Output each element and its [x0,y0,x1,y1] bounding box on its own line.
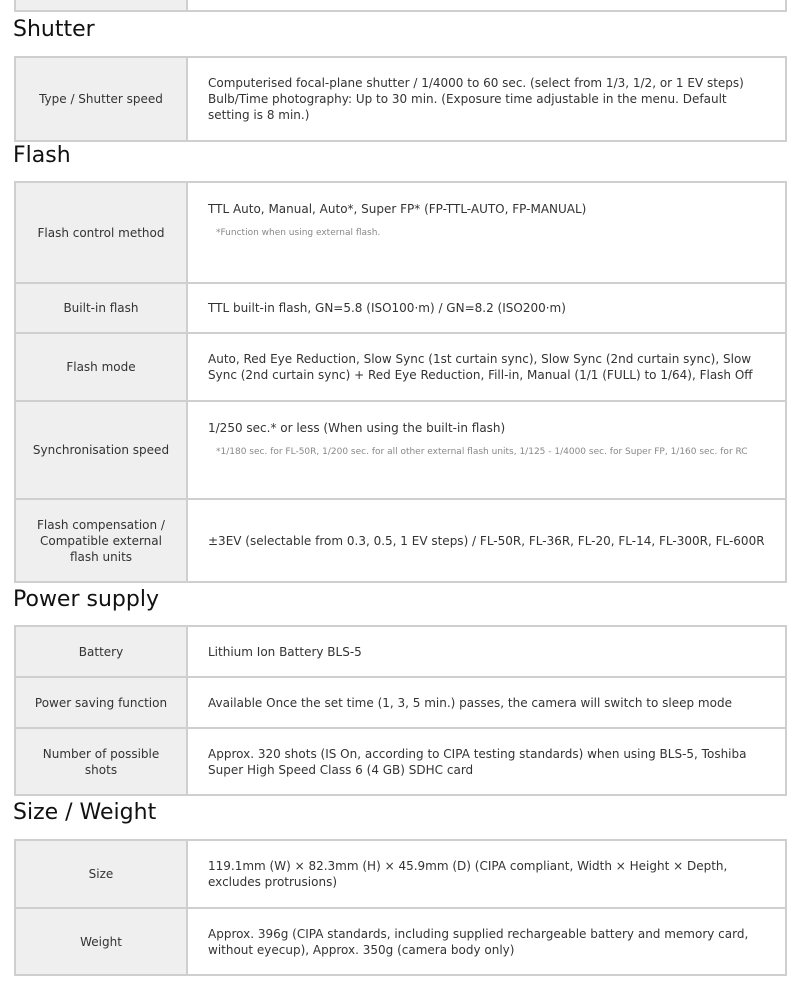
section-title-power-supply: Power supply [13,587,159,612]
row-label: Synchronisation speed [15,401,187,499]
flash-table [14,181,787,583]
row-value: Auto, Red Eye Reduction, Slow Sync (1st curtain sync), Slow Sync (2nd curtain sync), Slow Sync (2nd curtain sync) + Red Eye Reduction, Fill-in, Manual (1/1 (FULL) to 1/64), Flash Off [187,333,786,401]
table-row [15,182,786,283]
row-value: ±3EV (selectable from 0.3, 0.5, 1 EV steps) / FL-50R, FL-36R, FL-20, FL-14, FL-300R, FL-600R [187,499,786,582]
row-value [187,57,786,141]
row-value: TTL built-in flash, GN=5.8 (ISO100·m) / GN=8.2 (ISO200·m) [187,283,786,333]
power-supply-table [14,625,787,796]
row-value: Lithium Ion Battery BLS-5 [187,626,786,677]
row-footnote: *1/180 sec. for FL-50R, 1/200 sec. for all other external flash units, 1/125 - 1/4000 sec. for Super FP, 1/160 sec. for RC [216,447,748,457]
row-value-text: TTL Auto, Manual, Auto*, Super FP* (FP-TTL-AUTO, FP-MANUAL) [208,202,587,216]
table-row [15,908,786,975]
row-label: Power saving function [15,677,187,728]
row-label: Size [15,840,187,908]
row-value: Available Once the set time (1, 3, 5 min.) passes, the camera will switch to sleep mode [187,677,786,728]
row-label: Flash compensation / Compatible external flash units [15,499,187,582]
table-row [15,626,786,677]
row-value-line: Computerised focal-plane shutter / 1/4000 to 60 sec. (select from 1/3, 1/2, or 1 EV steps) [208,76,744,90]
row-label: Type / Shutter speed [15,57,187,141]
row-value-line: Bulb/Time photography: Up to 30 min. (Exposure time adjustable in the menu. Default setting is 8 min.) [208,92,727,122]
row-label: Battery [15,626,187,677]
table-row [15,333,786,401]
table-row [15,840,786,908]
row-footnote: *Function when using external flash. [216,228,381,238]
section-title-size-weight: Size / Weight [13,800,157,825]
shutter-table [14,56,787,142]
row-label: Flash control method [15,182,187,283]
section-title-flash: Flash [13,143,71,168]
table-row [15,677,786,728]
row-label: Number of possible shots [15,728,187,795]
previous-table-label-cell [16,0,188,10]
section-title-shutter: Shutter [13,17,95,42]
row-value-text: 1/250 sec.* or less (When using the built-in flash) [208,421,506,435]
row-value [187,182,786,283]
table-row [15,499,786,582]
row-label: Built-in flash [15,283,187,333]
row-value [187,401,786,499]
row-label: Flash mode [15,333,187,401]
row-value: Approx. 396g (CIPA standards, including supplied rechargeable battery and memory card, without eyecup), Approx. 350g (camera body only) [187,908,786,975]
table-row [15,283,786,333]
previous-table-fragment [14,0,787,12]
row-value: 119.1mm (W) × 82.3mm (H) × 45.9mm (D) (CIPA compliant, Width × Height × Depth, excludes protrusions) [187,840,786,908]
table-row [15,401,786,499]
row-label: Weight [15,908,187,975]
table-row [15,57,786,141]
size-weight-table [14,839,787,976]
row-value: Approx. 320 shots (IS On, according to CIPA testing standards) when using BLS-5, Toshiba Super High Speed Class 6 (4 GB) SDHC card [187,728,786,795]
table-row [15,728,786,795]
